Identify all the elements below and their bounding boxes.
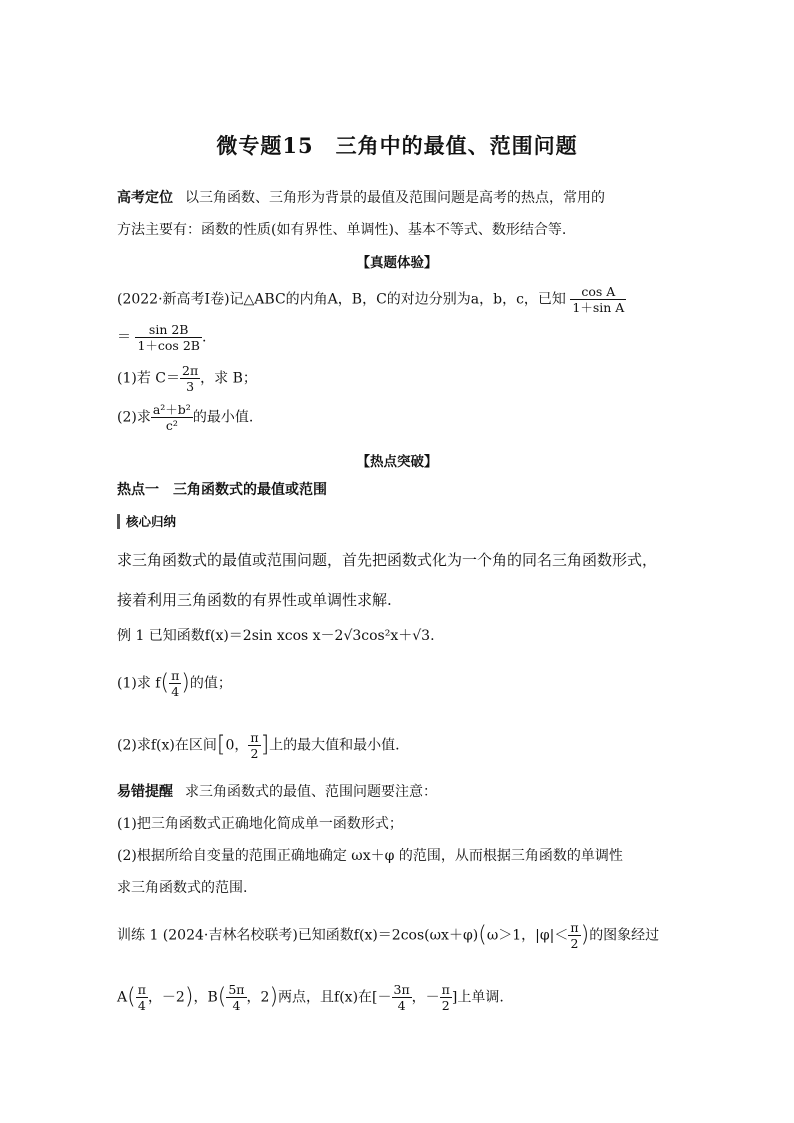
warning-line: 易错提醒 求三角函数式的最值、范围问题要注意： — [117, 784, 437, 800]
fraction-pi-4: $\frac{\pi}{4}$ — [171, 668, 180, 699]
section-real-heading: 【真题体验】 — [356, 255, 438, 271]
intro-label: 高考定位 — [117, 190, 173, 206]
fraction-pi-2: $\frac{\pi}{2}$ — [250, 730, 259, 761]
core-line-1: 求三角函数式的最值或范围问题，首先把函数式化为一个角的同名三角函数形式， — [117, 551, 658, 569]
fraction-pi-2-cond: $\frac{\pi}{2}$ — [570, 920, 579, 951]
fraction-a2b2-c2: $\frac{\text{a²＋b²}}{\text{c²}}$ — [152, 402, 191, 433]
core-line-2: 接着利用三角函数的有界性或单调性求解. — [117, 591, 392, 609]
real-problem-line-2: ＝ $\frac{\sin 2B}{1+\cos 2B}$ . — [117, 322, 207, 353]
example-1-question-1: (1)求 f( $\frac{\pi}{4}$ )的值； — [117, 668, 232, 699]
example-1: 例 1 已知函数f(x)＝2sin xcos x－2√3cos²x＋√3. — [117, 628, 435, 644]
fraction-pi-2-end: $\frac{\pi}{2}$ — [441, 982, 450, 1013]
training-1-line-1: 训练 1 (2024·吉林名校联考)已知函数f(x)＝2cos(ωx＋φ)(ω＞1，|φ|＜ $\frac{\pi}{2}$ )的图象经过 — [117, 920, 660, 951]
fraction-pi-4-A: $\frac{\pi}{4}$ — [137, 982, 146, 1013]
core-tag: 核心归纳 — [117, 512, 176, 532]
example-1-question-2: (2)求f(x)在区间[0， $\frac{\pi}{2}$ ]上的最大值和最小值. — [117, 730, 400, 761]
real-problem-line-1: (2022·新高考Ⅰ卷)记△ABC的内角A，B，C的对边分别为a，b，c，已知 $\frac{\text{cos A}}{\text{1＋sin A}}$ — [117, 284, 625, 315]
warning-item-3: 求三角函数式的范围. — [117, 880, 248, 896]
training-1-line-2: A( $\frac{\pi}{4}$ ，－2)，B( $\frac{5\pi}{4}$ ，2)两点，且f(x)在[－ $\frac{3\pi}{4}$ ，－ $\frac{\pi}{2}$ ]上单调. — [117, 982, 504, 1013]
fraction-2pi-3: $\frac{2\pi}{3}$ — [182, 363, 199, 394]
intro-line-1: 高考定位 以三角函数、三角形为背景的最值及范围问题是高考的热点，常用的 — [117, 190, 605, 206]
section-hot-heading: 【热点突破】 — [356, 454, 438, 470]
intro-line-2: 方法主要有：函数的性质(如有界性、单调性)、基本不等式、数形结合等. — [117, 222, 567, 238]
page-title: 微专题15 三角中的最值、范围问题 — [216, 133, 578, 158]
warning-item-2: (2)根据所给自变量的范围正确地确定 ωx＋φ 的范围，从而根据三角函数的单调性 — [117, 848, 623, 864]
hot1-title: 热点一 三角函数式的最值或范围 — [117, 482, 327, 498]
warning-label: 易错提醒 — [117, 784, 173, 800]
fraction-sin2B: $\frac{\sin 2B}{1+\cos 2B}$ — [137, 322, 200, 353]
fraction-cosA: $\frac{\text{cos A}}{\text{1＋sin A}}$ — [572, 284, 625, 315]
warning-item-1: (1)把三角函数式正确地化简成单一函数形式； — [117, 816, 403, 832]
fraction-3pi-4: $\frac{3\pi}{4}$ — [393, 982, 410, 1013]
real-question-1: (1)若 C＝ $\frac{2\pi}{3}$ ，求 B； — [117, 363, 257, 394]
real-question-2: (2)求 $\frac{\text{a²＋b²}}{\text{c²}}$ 的最小值. — [117, 402, 254, 433]
fraction-5pi-4: $\frac{5\pi}{4}$ — [228, 982, 245, 1013]
